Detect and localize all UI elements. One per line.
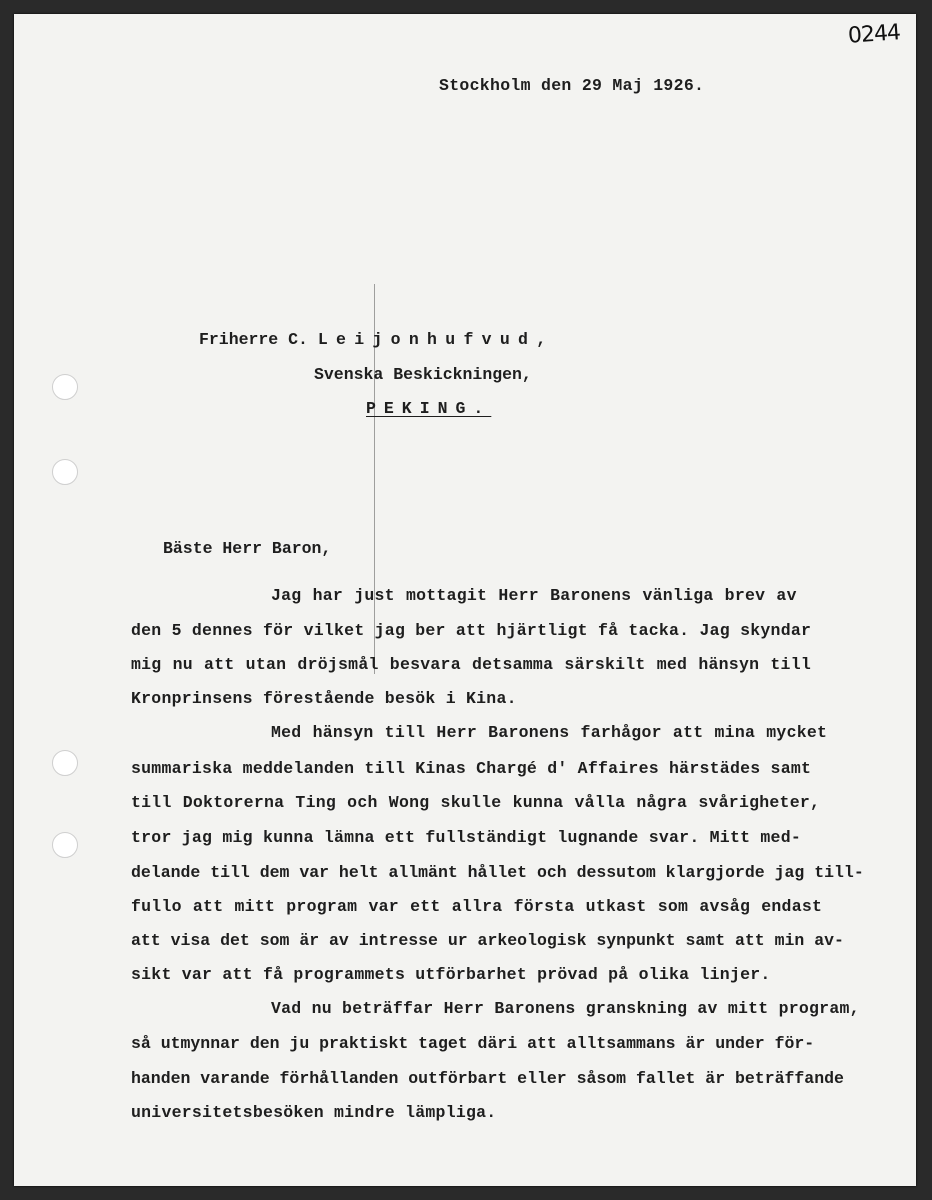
body-line: Vad nu beträffar Herr Baronens granskning av mitt program, [271, 999, 860, 1018]
body-line: mig nu att utan dröjsmål besvara detsamma särskilt med hänsyn till [131, 655, 812, 674]
body-line: handen varande förhållanden outförbart eller såsom fallet är beträffande [131, 1069, 844, 1088]
punch-hole [52, 459, 78, 485]
punch-hole [52, 750, 78, 776]
body-line: universitetsbesöken mindre lämpliga. [131, 1103, 497, 1122]
punch-hole [52, 832, 78, 858]
body-line: delande till dem var helt allmänt hållet och dessutom klargjorde jag till- [131, 863, 864, 882]
body-line: tror jag mig kunna lämna ett fullständigt lugnande svar. Mitt med- [131, 828, 802, 847]
body-line: så utmynnar den ju praktiskt taget däri att alltsammans är under för- [131, 1034, 815, 1053]
body-line: Med hänsyn till Herr Baronens farhågor att mina mycket [271, 723, 828, 742]
recipient-name [199, 330, 554, 349]
dateline: Stockholm den 29 Maj 1926. [439, 76, 705, 95]
body-line: sikt var att få programmets utförbarhet prövad på olika linjer. [131, 965, 771, 984]
recipient-office: Svenska Beskickningen, [314, 365, 532, 384]
body-line: att visa det som är av intresse ur arkeologisk synpunkt samt att min av- [131, 931, 844, 950]
recipient-title: Friherre C. [199, 330, 308, 349]
recipient-surname: Leijonhufvud, [317, 330, 555, 349]
archive-number: 0244 [847, 20, 901, 49]
recipient-city: PEKING. [366, 399, 492, 418]
letter-page [14, 14, 916, 1186]
body-line: fullo att mitt program var ett allra första utkast som avsåg endast [131, 897, 823, 916]
salutation: Bäste Herr Baron, [163, 539, 332, 558]
body-line: den 5 dennes för vilket jag ber att hjärtligt få tacka. Jag skyndar [131, 621, 812, 640]
body-line: Kronprinsens förestående besök i Kina. [131, 689, 517, 708]
punch-hole [52, 374, 78, 400]
body-line: Jag har just mottagit Herr Baronens vänliga brev av [271, 586, 797, 605]
body-line: till Doktorerna Ting och Wong skulle kunna vålla några svårigheter, [131, 793, 821, 812]
body-line: summariska meddelanden till Kinas Chargé d' Affaires härstädes samt [131, 759, 812, 778]
